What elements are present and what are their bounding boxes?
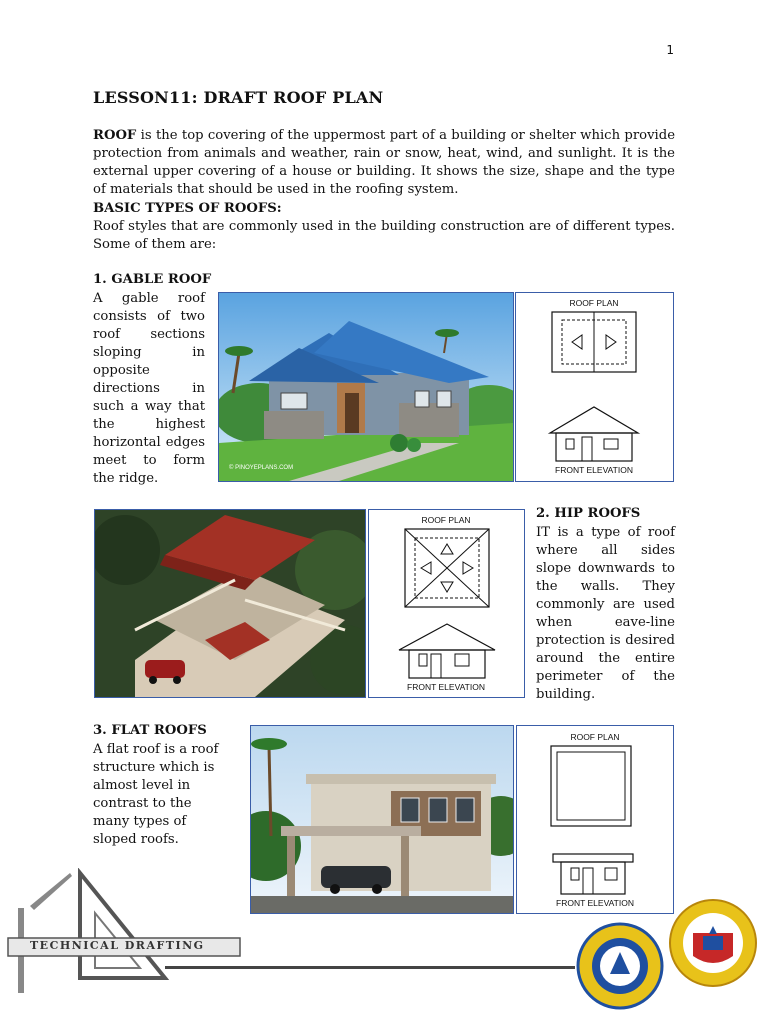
flat-roof-text: A flat roof is a roof structure which is almost level in contrast to the many types of sloped roofs. — [93, 742, 219, 847]
basic-types-text: Roof styles that are commonly used in the building construction are of different types. Some of them are: — [93, 219, 675, 252]
pasig-city-seal — [668, 898, 758, 988]
roof-definition: is the top covering of the uppermost part of a building or shelter which provide protection from animals and weather, rain or snow, heat, wind, and sunlight. It is the external upper covering of a house or building. It shows the size, shape and the type of materials that should be used in the roofing system. — [93, 128, 675, 197]
roof-term: ROOF — [93, 128, 137, 143]
basic-types-heading: BASIC TYPES OF ROOFS: — [93, 201, 282, 216]
division-seal — [576, 922, 664, 1010]
flat-roof-title: 3. FLAT ROOFS — [93, 723, 207, 738]
hip-roof-diagram — [368, 509, 525, 698]
hip-roof-text: IT is a type of roof where all sides slope downwards to the walls. They commonly are used when eave-line protection is desired around the entire perimeter of the building. — [536, 525, 675, 702]
front-elevation-label: FRONT ELEVATION — [555, 465, 633, 475]
front-elevation-label: FRONT ELEVATION — [407, 682, 485, 692]
flat-roof-diagram — [516, 725, 674, 914]
intro-paragraph — [93, 127, 675, 199]
front-elevation-label: FRONT ELEVATION — [556, 898, 634, 908]
city-seal-icon — [668, 898, 758, 988]
drafting-triangle-icon — [0, 868, 250, 998]
gable-roof-text: A gable roof consists of two roof sections sloping in opposite directions in such a way that the highest horizontal edges meet to form the ridge. — [93, 291, 205, 486]
footer-divider — [165, 966, 575, 969]
hip-house-illustration — [95, 510, 365, 697]
gable-house-illustration — [219, 293, 513, 481]
roof-plan-label: ROOF PLAN — [421, 515, 471, 525]
photo-credit: © PINOYEPLANS.COM — [229, 465, 294, 471]
gable-roof-diagram — [515, 292, 674, 482]
roof-plan-label: ROOF PLAN — [569, 298, 619, 308]
flat-roof-photo — [250, 725, 514, 914]
hip-roof-photo — [94, 509, 366, 698]
page-number: 1 — [666, 43, 674, 57]
technical-drafting-logo — [0, 868, 250, 998]
lesson-title: LESSON11: DRAFT ROOF PLAN — [93, 88, 384, 107]
hip-roof-title: 2. HIP ROOFS — [536, 506, 641, 521]
gable-roof-title: 1. GABLE ROOF — [93, 272, 212, 287]
flat-house-illustration — [251, 726, 513, 913]
gable-roof-photo — [218, 292, 514, 482]
division-seal-icon — [576, 922, 664, 1010]
roof-plan-label: ROOF PLAN — [570, 732, 620, 742]
banner-text: TECHNICAL DRAFTING — [30, 939, 205, 952]
